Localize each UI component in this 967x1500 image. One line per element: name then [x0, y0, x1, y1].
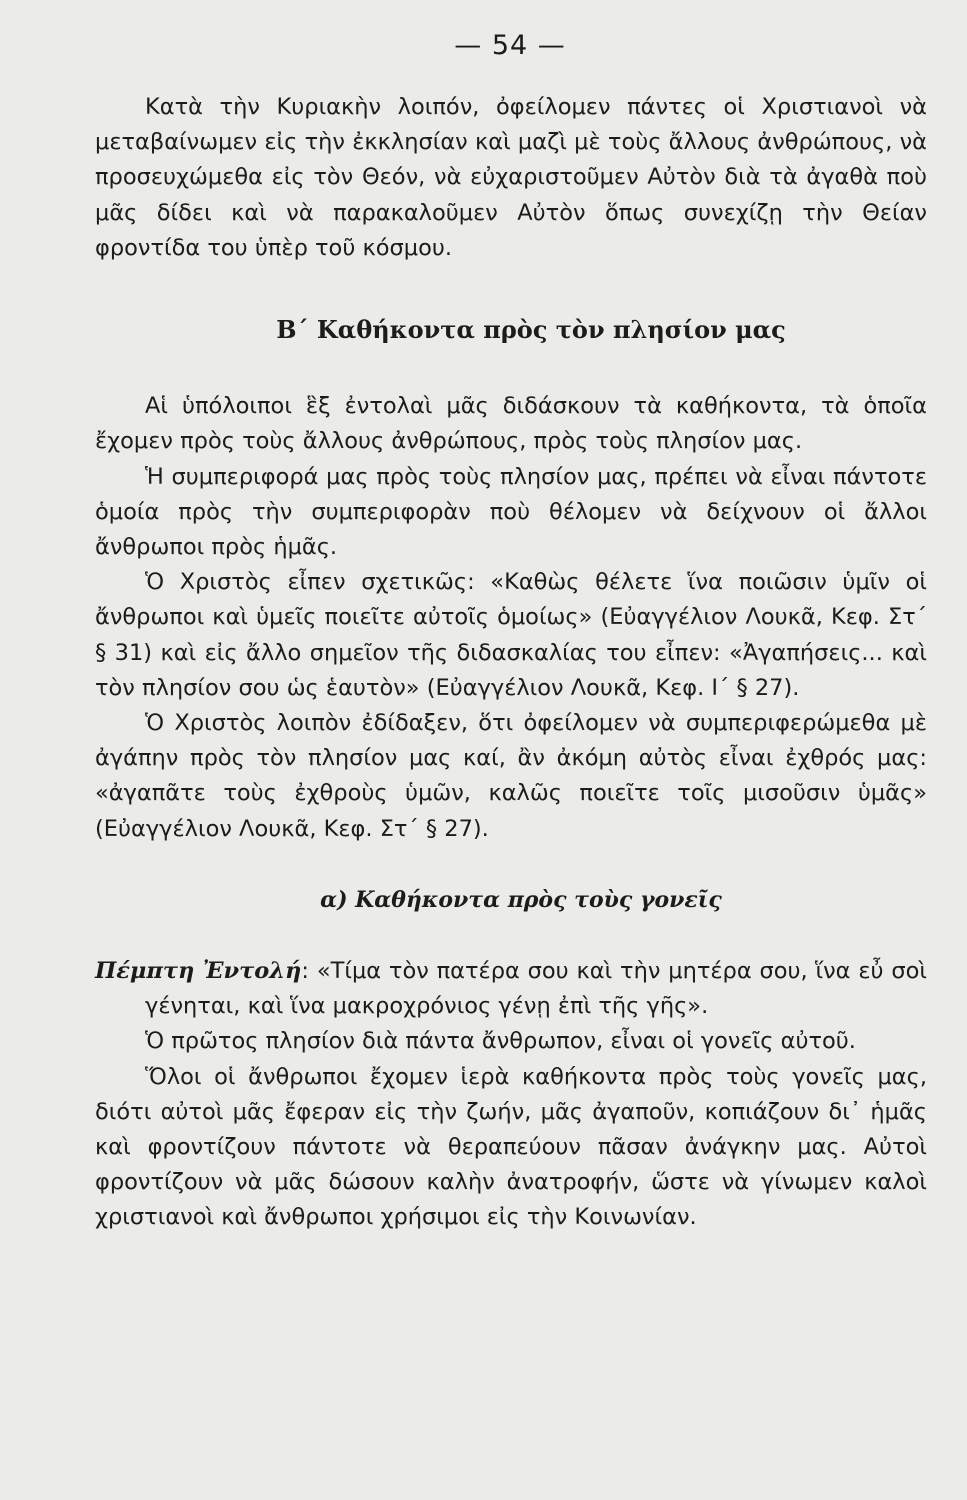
- paragraph-remaining-commandments: Αἱ ὑπόλοιποι ἓξ ἐντολαὶ μᾶς διδάσκουν τὰ καθήκοντα, τὰ ὁποῖα ἔχομεν πρὸς τοὺς ἄλλους ἀνθρώπους, πρὸς τοὺς πλησίον μας.: [95, 393, 927, 455]
- paragraph-love-enemies: Ὁ Χριστὸς λοιπὸν ἐδίδαξεν, ὅτι ὀφείλομεν νὰ συμπεριφερώμεθα μὲ ἀγάπην πρὸς τὸν πλησίον μας καί, ἂν ἀκόμη αὐτὸς εἶναι ἐχθρός μας: «ἀγαπᾶτε τοὺς ἐχθροὺς ὑμῶν, καλῶς ποιεῖτε τοῖς μισοῦσιν ὑμᾶς» (Εὐαγγέλιον Λουκᾶ, Κεφ. Στ΄ § 27).: [95, 710, 927, 842]
- page-body: [95, 90, 927, 1236]
- commandment-label: Πέμπτη Ἐντολή: [95, 958, 302, 985]
- commandment-text: : «Τίμα τὸν πατέρα σου καὶ τὴν μητέρα σου, ἵνα εὖ σοὶ γένηται, καὶ ἵνα μακροχρόνιος γένῃ ἐπὶ τῆς γῆς».: [145, 958, 927, 1020]
- page-number: — 54 —: [454, 30, 566, 61]
- paragraph-behavior: Ἡ συμπεριφορά μας πρὸς τοὺς πλησίον μας, πρέπει νὰ εἶναι πάντοτε ὁμοία πρὸς τὴν συμπεριφορὰν ποὺ θέλομεν νὰ δείχνουν οἱ ἄλλοι ἄνθρωποι πρὸς ἡμᾶς.: [95, 463, 927, 561]
- paragraph-sunday-duty: Κατὰ τὴν Κυριακὴν λοιπόν, ὀφείλομεν πάντες οἱ Χριστιανοὶ νὰ μεταβαίνωμεν εἰς τὴν ἐκκλησίαν καὶ μαζὶ μὲ τοὺς ἄλλους ἀνθρώπους, νὰ προσευχώμεθα εἰς τὸν Θεόν, νὰ εὐχαριστοῦμεν Αὐτὸν διὰ τὰ ἀγαθὰ ποὺ μᾶς δίδει καὶ νὰ παρακαλοῦμεν Αὐτὸν ὅπως συνεχίζῃ τὴν Θείαν φροντίδα του ὑπὲρ τοῦ κόσμου.: [95, 94, 927, 261]
- paragraph-first-neighbor: Ὁ πρῶτος πλησίον διὰ πάντα ἄνθρωπον, εἶναι οἱ γονεῖς αὐτοῦ.: [145, 1028, 856, 1055]
- subsection-heading-parents: α) Καθήκοντα πρὸς τοὺς γονεῖς: [320, 886, 722, 913]
- section-heading-neighbor-duties: Β΄ Καθήκοντα πρὸς τὸν πλησίον μας: [276, 315, 786, 345]
- commandment-fifth: [95, 954, 927, 1024]
- paragraph-duties-to-parents: Ὅλοι οἱ ἄνθρωποι ἔχομεν ἱερὰ καθήκοντα πρὸς τοὺς γονεῖς μας, διότι αὐτοὶ μᾶς ἔφεραν εἰς τὴν ζωήν, μᾶς ἀγαποῦν, κοπιάζουν δι᾽ ἡμᾶς καὶ φροντίζουν πάντοτε νὰ θεραπεύουν πᾶσαν ἀνάγκην μας. Αὐτοὶ φροντίζουν νὰ μᾶς δώσουν καλὴν ἀνατροφήν, ὥστε νὰ γίνωμεν καλοὶ χριστιανοὶ καὶ ἄνθρωποι χρήσιμοι εἰς τὴν Κοινωνίαν.: [95, 1063, 927, 1231]
- paragraph-christ-said: Ὁ Χριστὸς εἶπεν σχετικῶς: «Καθὼς θέλετε ἵνα ποιῶσιν ὑμῖν οἱ ἄνθρωποι καὶ ὑμεῖς ποιεῖτε αὐτοῖς ὁμοίως» (Εὐαγγέλιον Λουκᾶ, Κεφ. Στ΄ § 31) καὶ εἰς ἄλλο σημεῖον τῆς διδασκαλίας του εἶπεν: «Ἀγαπήσεις... καὶ τὸν πλησίον σου ὡς ἑαυτὸν» (Εὐαγγέλιον Λουκᾶ, Κεφ. Ι΄ § 27).: [95, 569, 927, 701]
